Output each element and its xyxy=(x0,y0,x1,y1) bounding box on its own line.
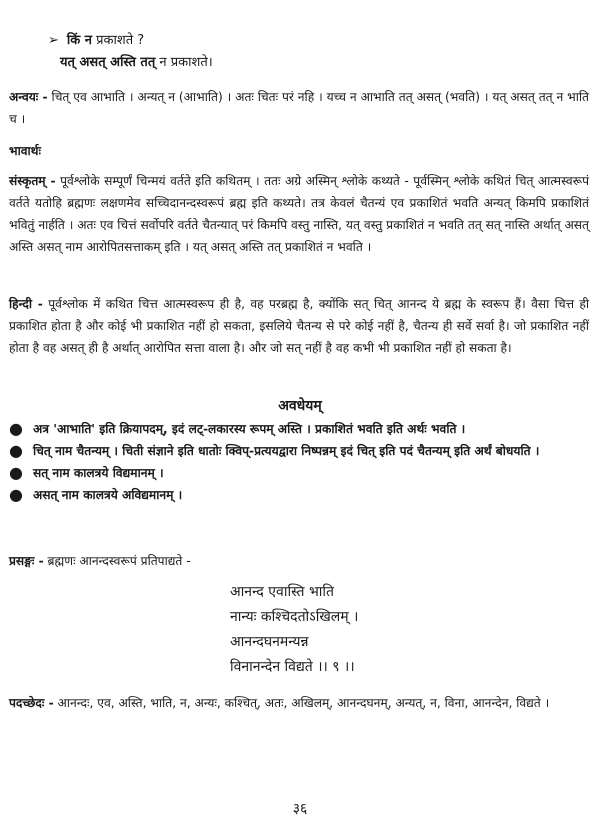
question-text: प्रकाशते ? xyxy=(96,33,145,48)
list-item: ● चित् नाम चैतन्यम् । चिती संज्ञाने इति धातोः क्विप्-प्रत्ययद्वारा निष्पन्नम् इदं चित् इति पदं चैतन्यम् इति अर्थं बोधयति । xyxy=(9,441,540,460)
question-line xyxy=(48,30,144,52)
padaccheda-label: पदच्छेदः - xyxy=(9,696,54,710)
question-answer xyxy=(60,52,213,74)
hindi-section xyxy=(9,293,589,359)
avadheyam-list xyxy=(9,418,589,506)
page-number: ३६ xyxy=(292,801,308,817)
verse-line: विनानन्देन विद्यते ।। ९ ।। xyxy=(230,659,355,675)
verse-line: आनन्द एवास्ति भाति xyxy=(230,584,335,600)
prasanga-section xyxy=(9,550,589,572)
answer-text: न प्रकाशते। xyxy=(159,55,213,70)
bullet-icon: ● xyxy=(9,419,23,438)
anvaya-section xyxy=(9,86,589,130)
arrow-bullet-icon: ➢ xyxy=(48,33,59,48)
prasanga-label: प्रसङ्गः - xyxy=(9,554,44,568)
question-bold: किं न xyxy=(66,33,92,48)
avadheyam-heading: अवधेयम् xyxy=(278,398,322,414)
hindi-text: पूर्वश्लोक में कथित चित्त आत्मस्वरूप ही है, वह परब्रह्म है, क्योंकि सत् चित् आनन्द ये ब्रह्म के स्वरूप हैं। वैसा चित्त ही प्रकाशित होता है और कोई भी प्रकाशित नहीं हो सकता, इसलिये चैतन्य से परे कोई नहीं है, चैतन्य ही सर्वे सर्वा है। जो प्रकाशित नहीं होता है वह असत् ही है अर्थात् आरोपित सत्ता वाला है। और जो सत् नहीं है वह कभी भी प्रकाशित नहीं हो सकता है। xyxy=(9,297,590,355)
list-item: ● अत्र 'आभाति' इति क्रियापदम्, इदं लट्-लकारस्य रूपम् अस्ति । प्रकाशितं भवति इति अर्थः भवति । xyxy=(9,419,466,438)
padaccheda-section xyxy=(9,692,589,714)
sanskrit-text: पूर्वश्लोके सम्पूर्णं चिन्मयं वर्तते इति कथितम् । ततः अग्रे अस्मिन् श्लोके कथ्यते - पूर्वस्मिन् श्लोके कथितं चित् आत्मस्वरूपं वर्तते यतोहि ब्रह्मणः लक्षणमेव सच्चिदानन्दस्वरूपं ब्रह्म इति कथ्यते। तत्र केवलं चैतन्यं एव प्रकाशितं भवति अन्यत् किमपि प्रकाशितं भवितुं नार्हति । अतः एव चित्तं सर्वोपरि वर्तते चैतन्यात् परं किमपि वस्तु नास्ति, यत् वस्तु प्रकाशितं न भवति तत् सत् नास्ति अर्थात् असत् अस्ति असत् नाम आरोपितसत्ताकम् इति । यत् असत् अस्ति तत् प्रकाशितं न भवति । xyxy=(9,174,589,254)
bullet-icon: ● xyxy=(9,441,23,460)
padaccheda-text: आनन्दः, एव, अस्ति, भाति, न, अन्यः, कश्चित्, अतः, अखिलम्, आनन्दघनम्, अन्यत्, न, विना, आनन्देन, विद्यते । xyxy=(57,696,550,710)
anvaya-text: चित् एव आभाति । अन्यत् न (आभाति) । अतः चितः परं नहि । यच्च न आभाति तत् असत् (भवति) । यत् असत् तत् न भाति च । xyxy=(9,90,590,126)
answer-bold: यत् असत् अस्ति तत् xyxy=(60,55,156,70)
list-item: ● सत् नाम कालत्रये विद्यमानम् । xyxy=(9,463,164,482)
bhavartha-heading: भावार्थः xyxy=(9,144,41,158)
verse-line: आनन्दघनमन्यन्न xyxy=(230,634,309,650)
sanskrit-label: संस्कृतम् - xyxy=(9,174,56,188)
bullet-icon: ● xyxy=(9,463,23,482)
hindi-label: हिन्दी - xyxy=(9,297,43,311)
verse-line: नान्यः कश्चिदतोऽखिलम् । xyxy=(230,609,359,625)
anvaya-label: अन्वयः - xyxy=(9,90,48,104)
bullet-icon: ● xyxy=(9,485,23,504)
sanskrit-section xyxy=(9,170,589,258)
verse-block xyxy=(230,580,358,680)
prasanga-text: ब्रह्मणः आनन्दस्वरूपं प्रतिपाद्यते - xyxy=(47,554,191,568)
list-item: ● असत् नाम कालत्रये अविद्यमानम् । xyxy=(9,485,183,504)
